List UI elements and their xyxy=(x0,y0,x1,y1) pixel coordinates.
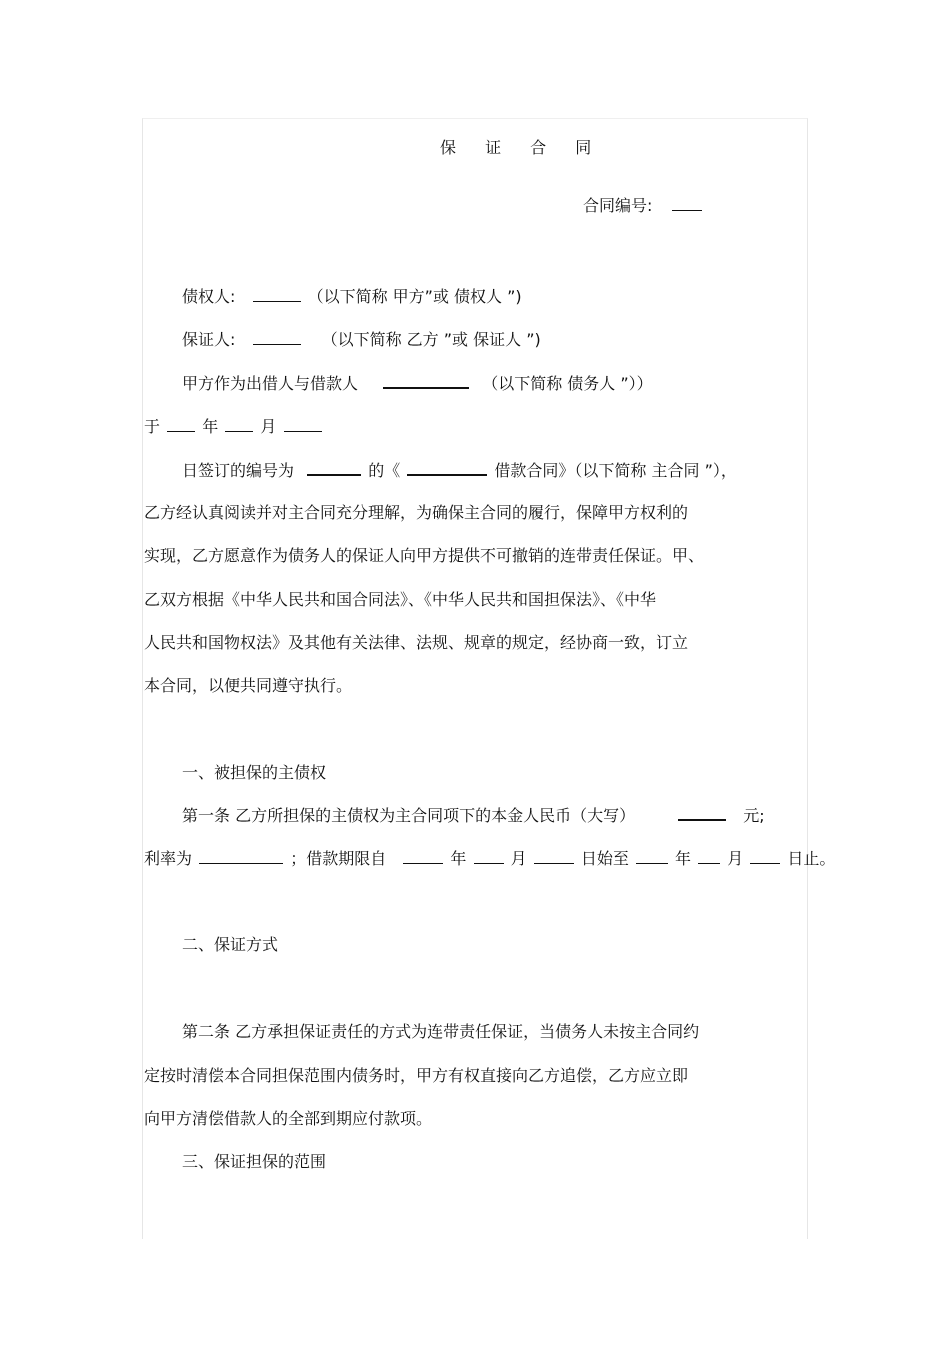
intro-line-5: 实现，乙方愿意作为债务人的保证人向甲方提供不可撤销的连带责任保证。甲、 xyxy=(144,546,705,565)
end-day-blank[interactable] xyxy=(750,849,780,864)
start-day-blank[interactable] xyxy=(534,849,574,864)
date-day-blank[interactable] xyxy=(284,417,322,432)
intro-line-1 xyxy=(182,373,653,394)
date-month-blank[interactable] xyxy=(225,417,253,432)
intro-text: 借款合同》（以下简称 主合同 ”）， xyxy=(494,461,737,480)
intro-text: 于 xyxy=(144,417,161,436)
contract-number-label: 合同编号: xyxy=(583,196,653,215)
debtor-blank[interactable] xyxy=(383,373,469,389)
creditor-row xyxy=(182,287,522,307)
article-1-line-1 xyxy=(182,805,765,826)
section-1-heading: 一、被担保的主债权 xyxy=(182,763,327,782)
intro-text: 的《 xyxy=(368,461,401,480)
principal-amount-blank[interactable] xyxy=(678,805,726,821)
intro-line-3 xyxy=(182,460,737,481)
article-text: 月 xyxy=(727,849,744,868)
contract-number-blank[interactable] xyxy=(672,196,702,211)
interest-rate-blank[interactable] xyxy=(199,849,283,864)
end-month-blank[interactable] xyxy=(698,849,720,864)
article-text: 月 xyxy=(510,849,527,868)
intro-text: 月 xyxy=(260,417,277,436)
article-1-line-2 xyxy=(144,849,835,869)
article-text: 元; xyxy=(743,806,765,825)
contract-number-row xyxy=(583,196,704,216)
creditor-note: （以下简称 甲方”或 债权人 ”) xyxy=(307,287,522,306)
intro-line-7: 人民共和国物权法》及其他有关法律、法规、规章的规定，经协商一致，订立 xyxy=(144,633,689,652)
article-2-line-1: 第二条 乙方承担保证责任的方式为连带责任保证，当债务人未按主合同约 xyxy=(182,1022,700,1041)
loan-contract-blank[interactable] xyxy=(407,460,487,476)
article-text: 日止。 xyxy=(787,849,836,868)
intro-line-8: 本合同，以便共同遵守执行。 xyxy=(144,676,353,695)
guarantor-blank[interactable] xyxy=(253,330,301,345)
intro-text: 年 xyxy=(202,417,219,436)
article-text: 日始至 xyxy=(580,849,629,868)
intro-line-6: 乙双方根据《中华人民共和国合同法》、《中华人民共和国担保法》、《中华 xyxy=(144,590,657,609)
document-title: 保 证 合 同 xyxy=(440,138,604,157)
intro-line-4: 乙方经认真阅读并对主合同充分理解，为确保主合同的履行，保障甲方权利的 xyxy=(144,503,689,522)
guarantor-label: 保证人: xyxy=(182,330,236,349)
intro-text: （以下简称 债务人 ”）） xyxy=(482,374,653,393)
article-2-line-3: 向甲方清偿借款人的全部到期应付款项。 xyxy=(144,1109,433,1128)
intro-text: 日签订的编号为 xyxy=(182,461,295,480)
article-text: 第一条 乙方所担保的主债权为主合同项下的本金人民币（大写） xyxy=(182,806,636,825)
article-text: 年 xyxy=(675,849,692,868)
intro-text: 甲方作为出借人与借款人 xyxy=(182,374,359,393)
guarantor-note: （以下简称 乙方 ”或 保证人 ”) xyxy=(321,330,541,349)
creditor-label: 债权人: xyxy=(182,287,236,306)
intro-date-line xyxy=(144,417,324,437)
guarantor-row xyxy=(182,330,541,350)
article-text: 利率为 xyxy=(144,849,193,868)
section-3-heading: 三、保证担保的范围 xyxy=(182,1152,327,1171)
section-2-heading: 二、保证方式 xyxy=(182,935,279,954)
end-year-blank[interactable] xyxy=(636,849,668,864)
start-month-blank[interactable] xyxy=(474,849,504,864)
creditor-blank[interactable] xyxy=(253,287,301,302)
article-2-line-2: 定按时清偿本合同担保范围内债务时，甲方有权直接向乙方追偿，乙方应立即 xyxy=(144,1066,689,1085)
contract-no-blank[interactable] xyxy=(307,460,361,476)
article-text: ；借款期限自 xyxy=(290,849,387,868)
date-year-blank[interactable] xyxy=(167,417,195,432)
start-year-blank[interactable] xyxy=(403,849,443,864)
article-text: 年 xyxy=(450,849,467,868)
